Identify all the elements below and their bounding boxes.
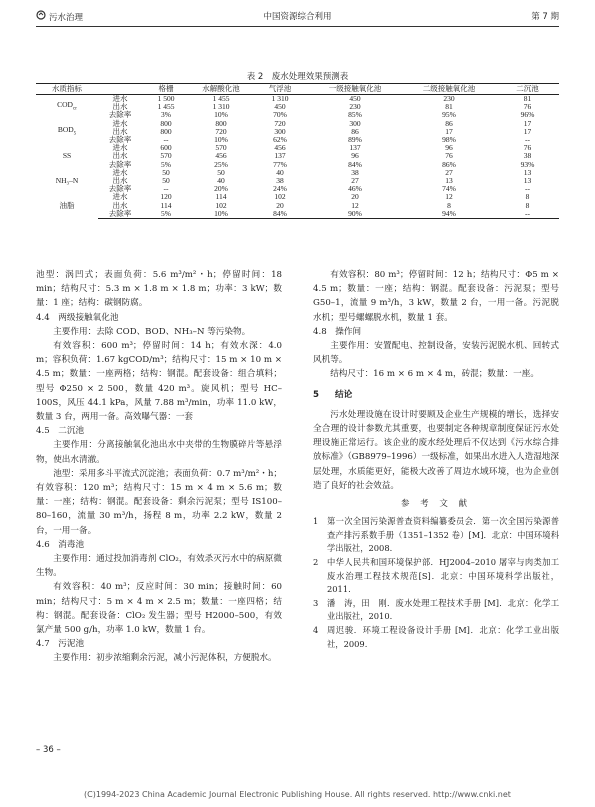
table-cell: 38 <box>351 167 359 177</box>
reference-item <box>313 556 559 597</box>
reference-text: 中华人民共和国环境保护部．HJ2004–2010 屠宰与肉类加工废水治理工程技术规范[S]．北京：中国环境科学出版社，2011. <box>327 557 559 595</box>
paragraph: 池型：涡凹式；表面负荷：5.6 m³/m²・h；停留时间：18 min；结构尺寸：5.3 m × 1.8 m × 1.8 m；功率：3 kW；数量：1 座；结构：碳钢防腐。 <box>36 270 282 309</box>
table-cell: 10% <box>214 110 228 120</box>
section-heading: 4.6 消毒池 <box>36 539 85 550</box>
table-cell: -- <box>163 135 169 145</box>
table-cell: 94% <box>402 210 496 219</box>
running-header <box>0 8 595 24</box>
table-cell: 800 <box>160 126 172 136</box>
table-cell: 76 <box>445 151 453 161</box>
table-cell: 去除率 <box>108 184 132 194</box>
page-number: – 36 – <box>36 745 61 755</box>
col-header: 格栅 <box>142 84 190 95</box>
conclusion-heading <box>313 388 559 402</box>
table-cell: 137 <box>274 151 286 161</box>
section-heading: 4.7 污泥池 <box>36 639 85 650</box>
indicator-cell <box>36 144 98 169</box>
table-cell: -- <box>525 135 530 145</box>
table-cell: 300 <box>274 126 286 136</box>
left-column <box>36 268 282 666</box>
table-cell: 13 <box>445 176 453 186</box>
table-cell: 8 <box>447 200 451 210</box>
table-cell: 20 <box>351 192 359 202</box>
reference-item <box>313 624 559 651</box>
header-divider <box>36 26 559 27</box>
reference-number: 3 <box>313 597 319 608</box>
table-cell: 1 310 <box>271 94 289 103</box>
table-caption: 表 2 废水处理效果预测表 <box>246 72 349 82</box>
table-cell: 27 <box>351 176 359 186</box>
table-cell: 720 <box>215 126 227 136</box>
table-cell: 96% <box>520 110 535 120</box>
table-cell: 50 <box>217 167 225 177</box>
indicator-cell <box>36 95 98 120</box>
reference-text: 周迟骏．环境工程设备设计手册 [M]．北京：化学工业出版社，2009. <box>327 625 559 649</box>
table-cell: 76 <box>523 102 532 112</box>
table-cell: 出水 <box>112 176 128 186</box>
table-cell: 86 <box>351 126 359 136</box>
table-cell: 8 <box>525 200 530 210</box>
table-cell: 出水 <box>112 151 128 161</box>
section-heading: 4.4 两级接触氧化池 <box>36 312 119 323</box>
table-cell: 70% <box>273 110 287 120</box>
table-cell: 进水 <box>112 143 128 153</box>
table-cell: 40 <box>217 176 225 186</box>
table-cell: 570 <box>160 151 172 161</box>
table-cell: 进水 <box>112 94 128 103</box>
table-cell: 去除率 <box>108 159 132 169</box>
table-cell: 84% <box>348 159 362 169</box>
table-cell: 5% <box>161 159 171 169</box>
table-cell: 96 <box>445 143 453 153</box>
reference-text: 第一次全国污染源普查资料编纂委员会．第一次全国污染源普查产排污系数手册（1351–1352 卷）[M]．北京：中国环境科学出版社，2008. <box>327 516 559 554</box>
reference-number: 4 <box>313 625 319 635</box>
table-cell: 86 <box>445 118 453 128</box>
table-cell: 137 <box>349 143 361 153</box>
col-header: 气浮池 <box>252 84 308 95</box>
reference-list <box>313 515 559 651</box>
table-cell: 1 310 <box>212 102 230 112</box>
table-cell: 去除率 <box>108 135 132 145</box>
table-cell: 114 <box>160 200 172 210</box>
paragraph: 污水处理设施在设计时要顾及企业生产规模的增长，选择安全合理的设计参数尤其重要，也要制定各种规章制度保证污水处理设施正常运行。该企业的废水经处理后不仅达到《污水综合排放标准》（GB8979–1996）一级标准，如果出水进入人造湿地深层处理，水质能更好，能极大改善了周边水域环境，也为企业创造了良好的社会效益。 <box>313 409 559 491</box>
indicator-name: SS <box>62 151 72 161</box>
section-heading: 4.5 二沉池 <box>36 426 85 437</box>
paragraph: 结构尺寸：16 m × 6 m × 4 m，砖混；数量：一座。 <box>330 369 539 380</box>
table-cell: 20 <box>276 200 284 210</box>
indicator-cell <box>36 193 98 218</box>
table-cell: 230 <box>349 102 361 112</box>
paragraph: 有效容积：600 m³；停留时间：14 h；有效水深：4.0 m；容积负荷：1.67 kgCOD/m³；结构尺寸：15 m × 10 m × 4.5 m；数量：一座两格；结构：钢混。配套设备：组合填料；型号 Φ250 × 2 500，数量 420 m³。旋风机；型号 HC–100S，风压 44.1 kPa，风量 7.88 m³/min，功率 11.0 kW，数量 3 台，两用一备。高效曝气器：一套 <box>36 341 282 423</box>
section-heading: 4.8 操作间 <box>313 326 362 337</box>
reference-number: 2 <box>313 557 319 568</box>
paragraph: 主要作用：分离接触氧化池出水中夹带的生物膜碎片等悬浮物，使出水清澈。 <box>36 440 282 465</box>
table-cell: 600 <box>160 143 172 153</box>
table-cell: 456 <box>274 143 286 153</box>
table-cell: 12 <box>351 200 359 210</box>
table-cell: 20% <box>214 184 228 194</box>
table-cell: 77% <box>273 159 287 169</box>
table-header-row <box>36 84 559 95</box>
table-cell: 74% <box>442 184 456 194</box>
table-cell: 102 <box>274 192 286 202</box>
col-header: 水解酸化池 <box>190 84 252 95</box>
table-cell: 17 <box>523 118 532 128</box>
indicator-name: COD <box>57 99 73 109</box>
table-cell: 95% <box>442 110 456 120</box>
table-cell: 90% <box>308 210 402 219</box>
table-cell: 出水 <box>112 200 128 210</box>
indicator-subscript: 5 <box>73 131 77 137</box>
table-cell: 450 <box>274 102 286 112</box>
table-cell: 114 <box>215 192 227 202</box>
paragraph: 池型：采用多斗平流式沉淀池；表面负荷：0.7 m³/m²・h；有效容积：120 m³；结构尺寸：15 m × 4 m × 5.6 m；数量：一座；结构：钢混。配套设备：剩余污泥泵；型号 IS100–80–160，流量 30 m³/h，扬程 8 m，功率 2.2 kW，数量 2 台，一用一备。 <box>36 468 282 536</box>
paragraph: 主要作用：通过投加消毒剂 ClO₂，有效杀灭污水中的病原微生物。 <box>36 554 282 579</box>
table-cell: 去除率 <box>98 210 142 219</box>
table-cell: 13 <box>523 176 532 186</box>
col-header: 二级接触氧化池 <box>402 84 496 95</box>
table-cell: -- <box>525 184 530 194</box>
copyright-footer: (C)1994-2023 China Academic Journal Electronic Publishing House. All rights reserved. http://www.cnki.net <box>84 790 511 799</box>
table-cell: 102 <box>215 200 227 210</box>
table-cell: 98% <box>442 135 456 145</box>
table-cell: 1 455 <box>157 102 175 112</box>
table-cell: 800 <box>160 118 172 128</box>
table-cell: 50 <box>162 176 170 186</box>
table-cell: 去除率 <box>108 110 132 120</box>
table-cell: -- <box>163 184 169 194</box>
table-cell: 720 <box>274 118 286 128</box>
table-cell: 62% <box>273 135 287 145</box>
table-cell: 3% <box>161 110 171 120</box>
table-cell: 300 <box>349 118 361 128</box>
reference-item <box>313 515 559 556</box>
table-cell: 进水 <box>112 167 128 177</box>
table-cell: 46% <box>348 184 362 194</box>
table-cell: 76 <box>523 143 532 153</box>
col-header <box>98 84 142 95</box>
indicator-subscript: cr <box>72 106 77 112</box>
paragraph: 有效容积：40 m³；反应时间：30 min；接触时间：60 min；结构尺寸：5 m × 4 m × 2.5 m；数量：一座四格；结构：钢混。配套设备：ClO₂ 发生器；型号 H2000–500，有效氯产量 500 g/h，功率 1.0 kW，数量 1 台。 <box>36 582 282 636</box>
journal-name: 中国资源综合利用 <box>263 12 332 22</box>
references-heading: 参 考 文 献 <box>400 499 472 510</box>
paragraph: 有效容积：80 m³；停留时间：12 h；结构尺寸：Φ5 m × 4.5 m；数量：一座；结构：钢混。配套设备：污泥泵；型号 G50–1，流量 9 m³/h，3 kW，数量 2 台，一用一备。污泥脱水机；型号螺螺脱水机，数量 1 套。 <box>313 270 559 323</box>
paragraph: 主要作用：初步浓缩剩余污泥，减小污泥体积，方便脱水。 <box>53 653 277 664</box>
table-cell: 456 <box>215 151 227 161</box>
table-cell: 89% <box>348 135 362 145</box>
table-cell: 450 <box>349 94 361 103</box>
treatment-effect-table <box>36 83 559 219</box>
table-cell: 17 <box>523 126 532 136</box>
table-cell: 8 <box>525 192 530 202</box>
table-cell: 38 <box>276 176 284 186</box>
indicator-cell <box>36 169 98 194</box>
table-cell: 50 <box>162 167 170 177</box>
table-body <box>36 95 559 219</box>
paragraph: 主要作用：安置配电、控制设备，安装污泥脱水机、回转式风机等。 <box>313 341 559 366</box>
table-cell: 1 500 <box>157 94 175 103</box>
right-column <box>313 268 559 651</box>
indicator-cell <box>36 120 98 145</box>
conclusion-title: 结论 <box>335 389 353 400</box>
table-cell: 81 <box>523 94 532 103</box>
table-cell: 进水 <box>112 118 128 128</box>
col-header: 二沉池 <box>496 84 559 95</box>
table-cell: 25% <box>214 159 228 169</box>
conclusion-number: 5 <box>313 389 319 400</box>
table-cell: 93% <box>520 159 535 169</box>
table-cell: 96 <box>351 151 359 161</box>
header-left-text: 污水治理 <box>49 12 84 23</box>
table-cell: 24% <box>273 184 287 194</box>
col-header: 一级接触氧化池 <box>308 84 402 95</box>
indicator-name: NH₃–N <box>55 176 79 186</box>
reference-item <box>313 597 559 624</box>
table-cell: 17 <box>445 126 453 136</box>
table-cell: 1 455 <box>212 94 230 103</box>
table-cell: 12 <box>445 192 453 202</box>
reference-text: 潘 涛，田 刚．废水处理工程技术手册 [M]．北京：化学工业出版社，2010. <box>327 597 559 622</box>
indicator-name: BOD <box>57 124 74 134</box>
table-cell: 10% <box>214 135 228 145</box>
table-cell: 出水 <box>112 126 128 136</box>
table-cell: 进水 <box>112 192 128 202</box>
issue-number: 第 7 期 <box>531 12 559 22</box>
reference-number: 1 <box>313 516 319 527</box>
table-cell: 81 <box>445 102 453 112</box>
table-cell: 230 <box>443 94 455 103</box>
paragraph: 主要作用：去除 COD、BOD、NH₃–N 等污染物。 <box>53 326 251 337</box>
table-cell: 40 <box>276 167 284 177</box>
table-cell: 85% <box>348 110 362 120</box>
table-row <box>36 210 559 219</box>
table-cell: 38 <box>523 151 532 161</box>
table-cell: 570 <box>215 143 227 153</box>
table-cell: 27 <box>445 167 453 177</box>
table-cell: 86% <box>442 159 456 169</box>
table-cell: 5% <box>142 210 190 219</box>
table-cell: -- <box>496 210 559 219</box>
table-cell: 出水 <box>112 102 128 112</box>
col-header: 水质指标 <box>36 84 98 95</box>
table-cell: 84% <box>252 210 308 219</box>
table-cell: 800 <box>215 118 227 128</box>
table-cell: 10% <box>190 210 252 219</box>
table-cell: 13 <box>523 167 532 177</box>
indicator-name: 油脂 <box>59 200 75 210</box>
table-cell: 120 <box>160 192 172 202</box>
